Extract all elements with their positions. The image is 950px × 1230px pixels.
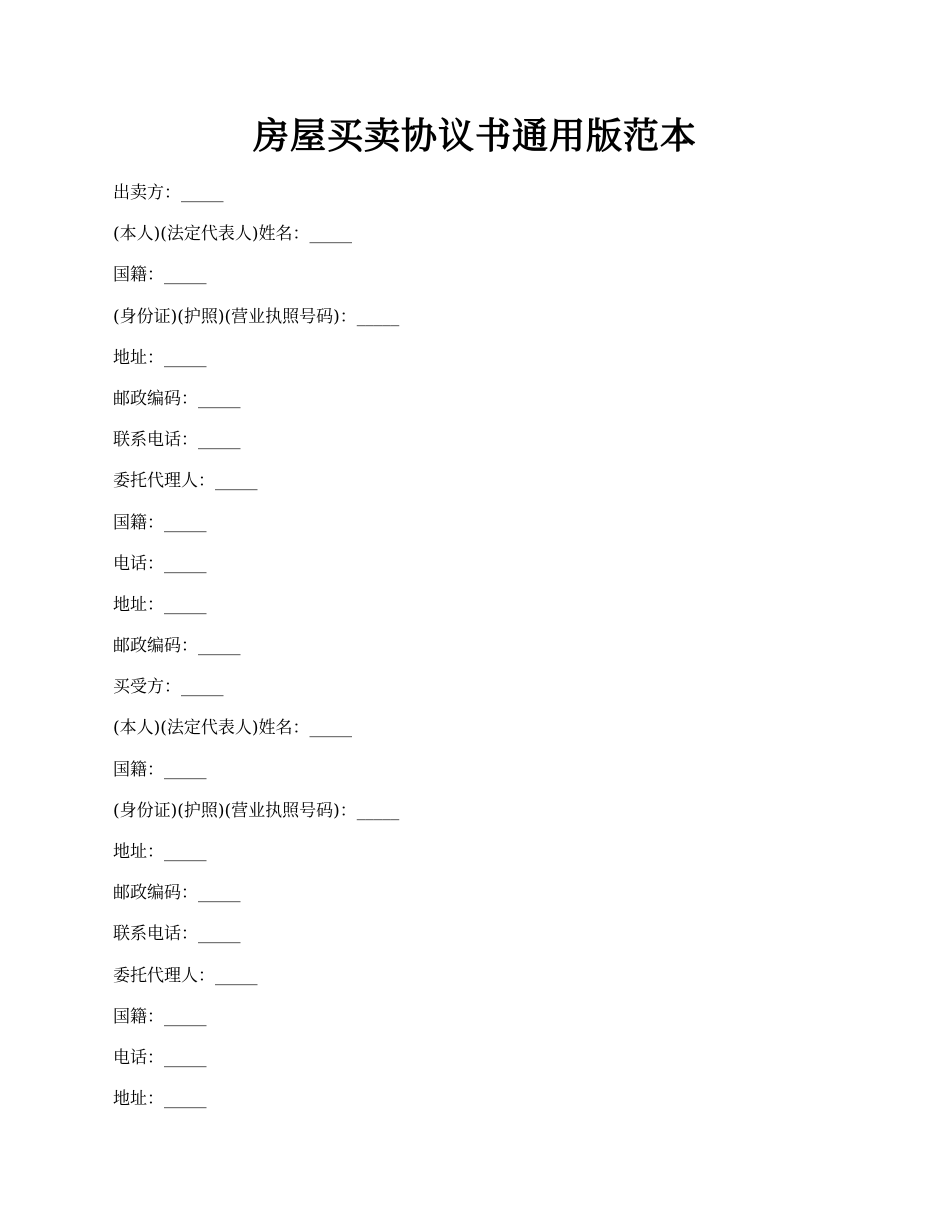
buyer-agent-phone-line: 电话：_____ (113, 1047, 207, 1068)
seller-agent-phone-line: 电话：_____ (113, 553, 207, 574)
buyer-address-line: 地址：_____ (113, 842, 207, 862)
buyer-id-line: (身份证)(护照)(营业执照号码)：_____ (113, 800, 400, 821)
buyer-agent-address-line: 地址：_____ (113, 1089, 207, 1110)
document-title: 房屋买卖协议书通用版范本 (252, 115, 697, 157)
buyer-name-line: (本人)(法定代表人)姓名：_____ (113, 718, 353, 739)
buyer-phone-line: 联系电话：_____ (113, 924, 241, 945)
buyer-label-line: 买受方：_____ (113, 677, 224, 698)
seller-address-line: 地址：_____ (113, 347, 207, 368)
seller-label-line: 出卖方：_____ (113, 183, 224, 203)
seller-agent-address-line: 地址：_____ (113, 594, 207, 615)
buyer-postcode-line: 邮政编码：_____ (113, 883, 241, 904)
seller-postcode-line: 邮政编码：_____ (113, 388, 241, 409)
seller-phone-line: 联系电话：_____ (113, 430, 241, 451)
buyer-agent-line: 委托代理人：_____ (113, 965, 258, 986)
seller-name-line: (本人)(法定代表人)姓名：_____ (113, 224, 353, 245)
seller-agent-postcode-line: 邮政编码：_____ (113, 636, 241, 657)
seller-agent-nationality-line: 国籍：_____ (113, 512, 207, 533)
buyer-agent-nationality-line: 国籍：_____ (113, 1006, 207, 1027)
seller-id-line: (身份证)(护照)(营业执照号码)：_____ (113, 306, 400, 327)
seller-agent-line: 委托代理人：_____ (113, 471, 258, 492)
seller-nationality-line: 国籍：_____ (113, 265, 207, 286)
buyer-nationality-line: 国籍：_____ (113, 759, 207, 780)
document-body (113, 179, 873, 1126)
